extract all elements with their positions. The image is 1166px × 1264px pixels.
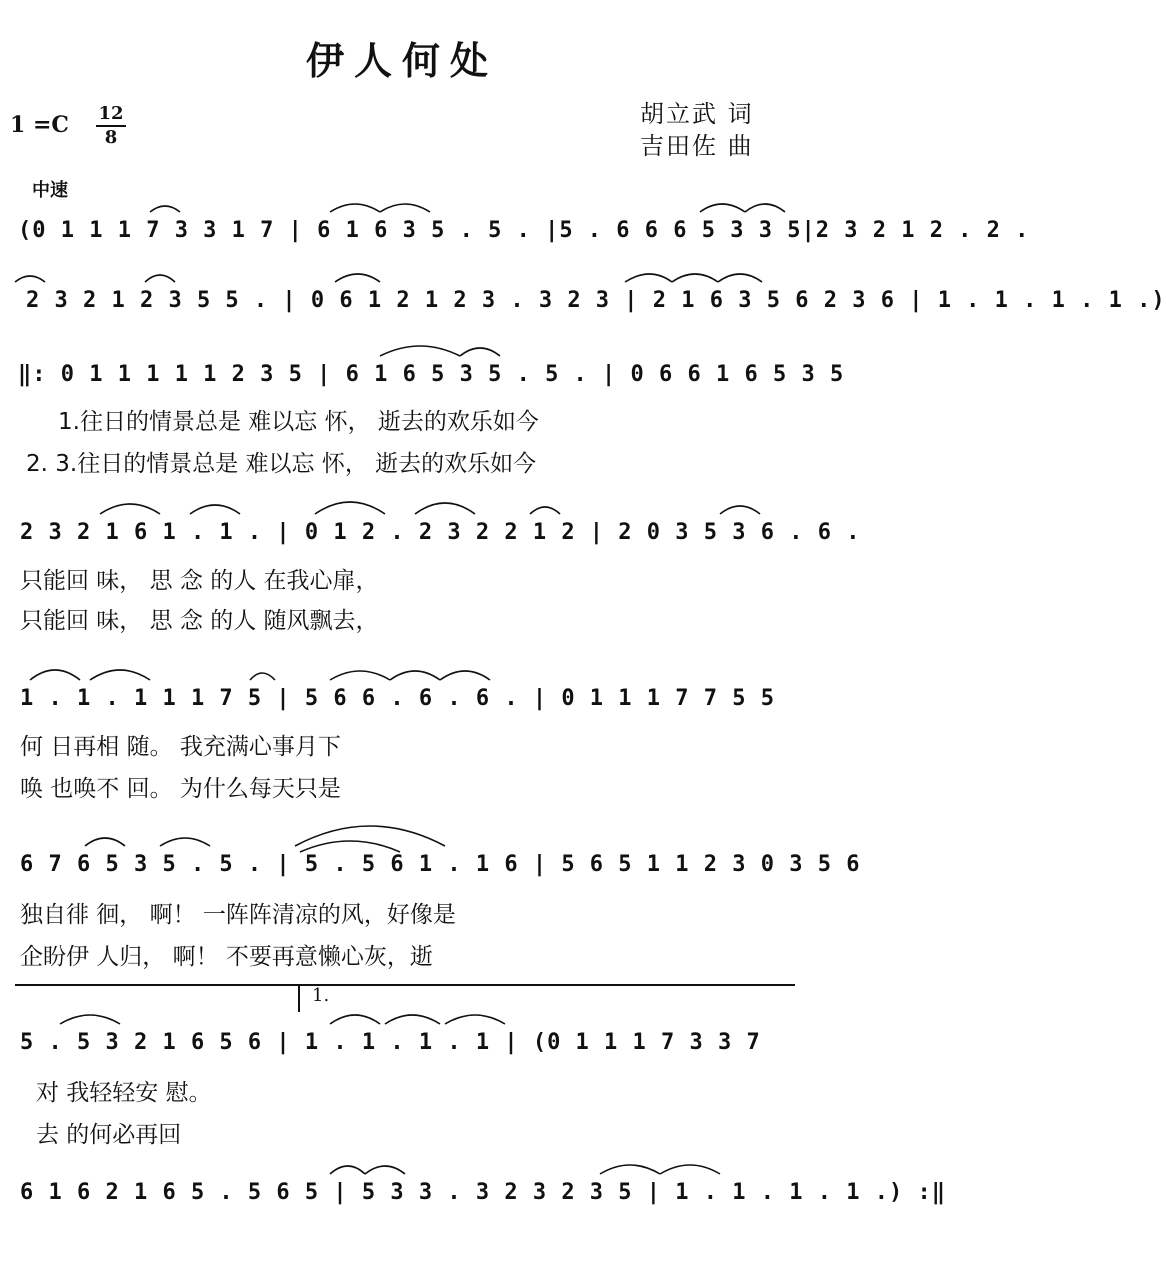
slur (530, 507, 560, 514)
slur (365, 1166, 405, 1174)
slur (150, 206, 180, 212)
notation-line-7: 5 . 5 3 2 1 6 5 6 | 1 . 1 . 1 . 1 | (0 1 1 1 7 3 3 7 (20, 1030, 761, 1055)
slur (85, 838, 125, 846)
lyric-line-6-verse-2: 企盼伊 人归， 啊！ 不要再意懒心灰，逝 (20, 944, 433, 970)
slur (330, 1166, 365, 1174)
key-signature: 1 =C (10, 112, 69, 138)
slur (160, 838, 210, 846)
slur (600, 1165, 660, 1174)
lyricist-credit: 胡立武 词 (640, 100, 754, 128)
slur (440, 671, 490, 680)
slur (380, 346, 460, 356)
lyric-line-5-verse-1: 何 日再相 随。 我充满心事月下 (20, 734, 341, 760)
slur (380, 204, 430, 212)
slur (335, 274, 380, 282)
slur (745, 204, 785, 212)
notation-line-6: 6 7 6 5 3 5 . 5 . | 5 . 5 6 1 . 1 6 | 5 6 5 1 1 2 3 0 3 5 6 (20, 852, 861, 877)
slur (315, 502, 385, 514)
slur (720, 506, 760, 514)
lyric-line-6-verse-1: 独自徘 徊， 啊！ 一阵阵清凉的风，好像是 (20, 902, 456, 928)
time-signature-bottom: 8 (104, 127, 118, 148)
slur (625, 274, 672, 282)
slur (190, 505, 240, 514)
notation-line-5: 1 . 1 . 1 1 1 7 5 | 5 6 6 . 6 . 6 . | 0 1 1 1 7 7 5 5 (20, 686, 775, 711)
slur (330, 1015, 380, 1024)
notation-line-3: ‖: 0 1 1 1 1 1 2 3 5 | 6 1 6 5 3 5 . 5 . | 0 6 6 1 6 5 3 5 (18, 362, 845, 387)
volta-label: 1. (312, 985, 330, 1006)
slur (718, 274, 762, 282)
slur (672, 274, 718, 282)
slur (250, 673, 275, 680)
tempo-marking: 中速 (32, 180, 68, 201)
notation-line-4: 2 3 2 1 6 1 . 1 . | 0 1 2 . 2 3 2 2 1 2 | 2 0 3 5 3 6 . 6 . (20, 520, 861, 545)
notation-line-2: 2 3 2 1 2 3 5 5 . | 0 6 1 2 1 2 3 . 3 2 3 | 2 1 6 3 5 6 2 3 6 | 1 . 1 . 1 . 1 .) (26, 288, 1166, 313)
slur (300, 841, 400, 852)
lyric-line-5-verse-2: 唤 也唤不 回。 为什么每天只是 (20, 776, 341, 802)
lyric-line-7-verse-2: 去 的何必再回 (36, 1122, 182, 1148)
slur (30, 670, 80, 680)
slur (330, 671, 390, 680)
song-title: 伊人何处 (305, 38, 498, 83)
composer-credit: 吉田佐 曲 (640, 132, 754, 160)
slur (460, 348, 500, 356)
time-signature-top: 12 (98, 103, 124, 124)
lyric-line-7-verse-1: 对 我轻轻安 慰。 (36, 1080, 212, 1106)
slur (330, 204, 380, 212)
lyric-line-4-verse-2: 只能回 味， 思 念 的人 随风飘去， (20, 608, 379, 634)
lyric-line-3-verse-1: 1.往日的情景总是 难以忘 怀， 逝去的欢乐如今 (58, 409, 539, 435)
lyric-line-3-verse-2: 2. 3.往日的情景总是 难以忘 怀， 逝去的欢乐如今 (26, 451, 537, 477)
slur (660, 1165, 720, 1174)
slur (90, 670, 150, 680)
slur (60, 1015, 120, 1024)
slur (700, 204, 745, 212)
slur (100, 504, 160, 514)
notation-line-8: 6 1 6 2 1 6 5 . 5 6 5 | 5 3 3 . 3 2 3 2 3 5 | 1 . 1 . 1 . 1 .) :‖ (20, 1180, 946, 1205)
lyric-line-4-verse-1: 只能回 味， 思 念 的人 在我心扉， (20, 568, 379, 594)
slur (445, 1015, 505, 1024)
slur (145, 275, 175, 282)
slur (385, 1015, 440, 1024)
slur (15, 276, 45, 282)
notation-line-1: (0 1 1 1 7 3 3 1 7 | 6 1 6 3 5 . 5 . |5 . 6 6 6 5 3 3 5|2 3 2 1 2 . 2 . (18, 218, 1030, 243)
slur (390, 671, 440, 680)
slur (415, 503, 475, 514)
